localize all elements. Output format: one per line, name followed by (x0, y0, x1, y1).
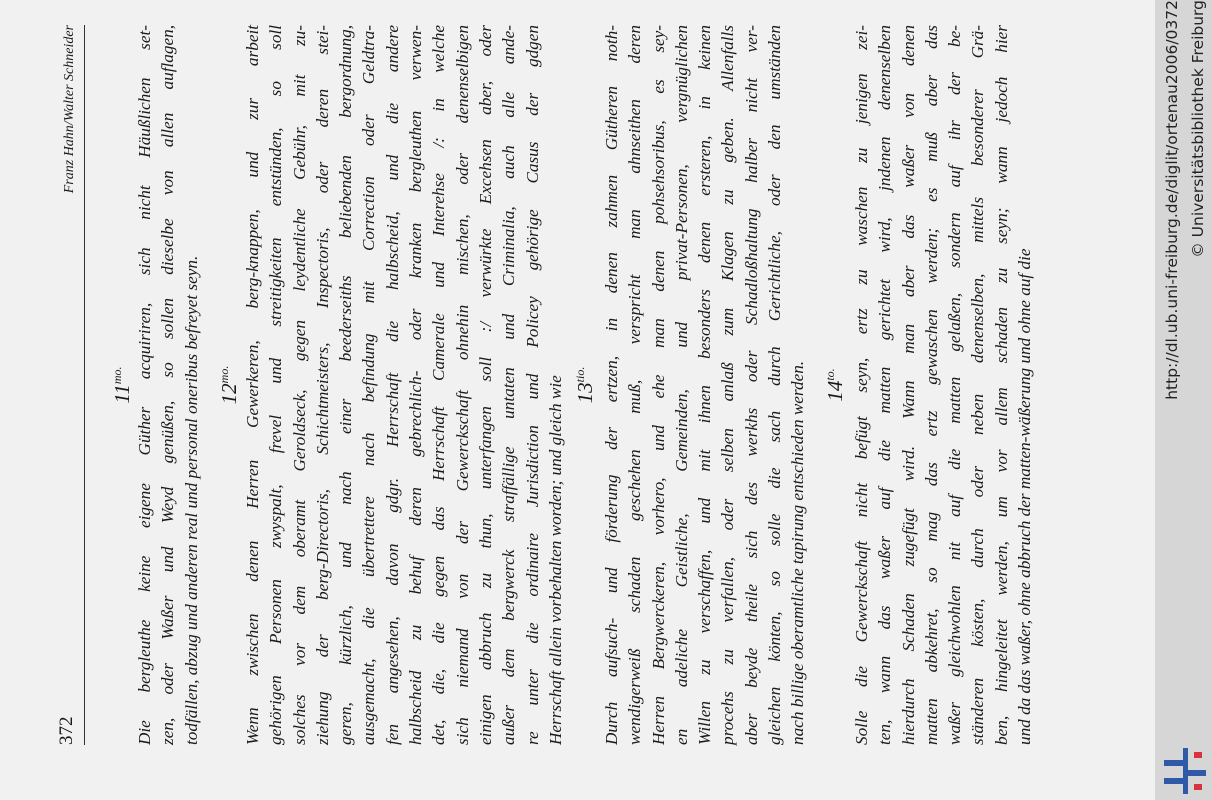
text-line: ten, wann das waßer auf die matten gerichtet wird, jndenen denenselben (875, 25, 895, 745)
text-line: todfällen, abzug und anderen real und personal oneribus befreyet seyn. (181, 255, 201, 745)
text-line: gehörigen Personen zwyspalt, frevel und streitigkeiten entstünden, so soll (266, 25, 286, 745)
text-line: einigen abbruch zu thun, unterfangen soll :/ verwürkte Excehsen aber, oder (475, 25, 495, 745)
text-line: ausgemacht, die übertrettere nach befindung mit Correction oder Geldtra- (359, 25, 379, 745)
text-line: matten abkehret, so mag das ertz gewaschen werden; es muß aber das (921, 25, 941, 745)
text-line: en adeliche Geistliche, Gemeinden, und privat-Personen, vergnüglichen (671, 25, 691, 745)
running-header-authors: Franz Hahn/Walter Schneider (62, 25, 77, 194)
text-line: ben, hingeleitet werden, um vor allem schaden zu seyn; wann jedoch hier (991, 25, 1011, 745)
text-line: Durch aufsuch- und förderung der ertzen, in denen zahmen Gütheren noth- (602, 25, 621, 745)
text-line: ständeren kösten, durch oder neben denenselben, mittels besonderer Grä- (968, 25, 988, 745)
text-line: procehs zu verfallen, oder selben anlaß zum Klagen zu geben. Allenfalls (718, 25, 738, 745)
section-text-13 (600, 25, 810, 745)
section-heading-13: $13^{tio.}$ (573, 366, 597, 404)
copyright-notice: © Universitätsbibliothek Freiburg (1189, 0, 1207, 258)
section-text-12 (241, 25, 567, 745)
running-header (40, 25, 85, 745)
page-number: 372 (56, 716, 77, 745)
section-heading-14: $14^{to.}$ (823, 368, 847, 402)
text-line: Die bergleuthe keine eigene Güther acquiriren, sich nicht Häußlichen set- (135, 25, 154, 745)
text-line: und da das waßer, ohne abbruch der matten-wäßerung und ohne auf die (1015, 248, 1035, 745)
section-text-14 (850, 25, 1036, 745)
text-line: Solle die Gewerckschaft nicht befügt seyn, ertz zu waschen zu jenigen zei- (852, 25, 871, 745)
text-line: zen, oder Waßer und Weyd genüßen, so sollen dieselbe von allen auflagen, (158, 25, 178, 745)
text-line: ziehung der berg-Directoris, Schichtmeisters, Inspectoris, oder deren stei- (312, 25, 332, 745)
text-line: geren, kürzlich, und nach einer beederseiths beliebenden bergordnung, (336, 25, 356, 745)
text-line: hierdurch Schaden zugefügt wird. Wann man aber das waßer von denen (898, 25, 918, 745)
page-content (40, 25, 1100, 745)
section-text-11 (133, 25, 203, 745)
text-line: re unter die ordinaire Jurisdiction und Policey gehörige Casus der gdgen (522, 25, 542, 745)
text-line: halbscheid zu behuf deren gebrechlich- oder kranken bergleuthen verwen- (406, 25, 426, 745)
source-url-link[interactable]: http://dl.ub.uni-freiburg.de/diglit/ortenau2006/0372 (1163, 0, 1181, 400)
text-line: wendigerweiß schaden geschehen muß, verspricht man ahnseithen deren (625, 25, 645, 745)
text-line: außer dem bergwerck straffällige untaten und Criminalia, auch alle ande- (499, 25, 519, 745)
university-library-logo-icon (1164, 748, 1206, 794)
text-line: nach billige oberamtliche tapirung entschieden werden. (788, 360, 808, 745)
text-line: Herren Bergwerckeren, vorhero, und ehe man denen pohsehsoribus, es sey- (648, 25, 668, 745)
text-line: Willen zu verschaffen, und mit ihnen besonders denen ersteren, in keinen (695, 25, 715, 745)
text-line: Herrschaft allein vorbehalten worden; und gleich wie (545, 375, 565, 745)
text-line: fen angesehen, davon gdgr. Herrschaft die halbscheid, und die andere (382, 25, 402, 745)
text-line: det, die, die gegen das Herrschaft Camerale und Interehse /: in welche (429, 25, 449, 745)
section-heading-12: $12^{mo.}$ (217, 365, 241, 405)
text-line: aber beyde theile sich des werkhs oder Schadloßhaltung halber nicht ver- (741, 25, 761, 745)
text-line: solches vor dem oberamt Geroldseck, gegen leydentliche Gebühr, mit zu- (289, 25, 309, 745)
text-line: gleichen könten, so solle die sach durch Gerichtliche, oder den umständen (765, 25, 785, 745)
section-heading-11: $11^{mo.}$ (110, 366, 134, 404)
text-line: sich niemand von der Gewerckschaft ohnehin mischen, oder denenselbigen (452, 25, 472, 745)
text-line: Wenn zwischen denen Herren Gewerkeren, berg-knappen, und zur arbeit (243, 25, 262, 745)
text-line: waßer gleichwohlen nit auf die matten gelaßen, sondern auf ihr der be- (945, 25, 965, 745)
